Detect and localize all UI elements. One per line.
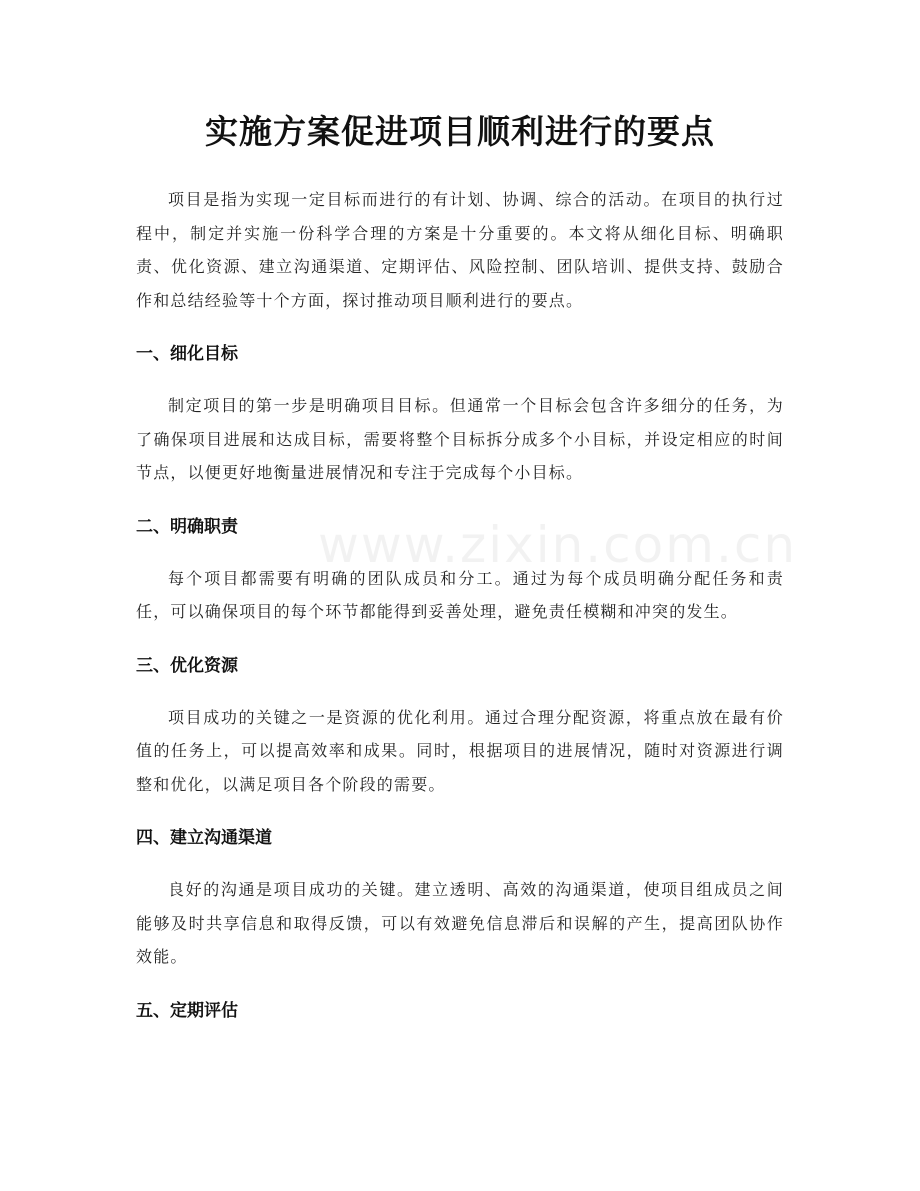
section-heading-5: 五、定期评估 [136, 1000, 238, 1021]
spacer [136, 974, 784, 996]
section-heading-1: 一、细化目标 [136, 344, 238, 364]
watermark: www.zixin.com.cn [318, 516, 798, 574]
spacer [136, 853, 784, 873]
section-heading-4: 四、建立沟通渠道 [136, 828, 272, 848]
spacer [136, 317, 784, 339]
spacer [136, 629, 784, 651]
intro-paragraph: 项目是指为实现一定目标而进行的有计划、协调、综合的活动。在项目的执行过程中，制定并实施一份科学合理的方案是十分重要的。本文将从细化目标、明确职责、优化资源、建立沟通渠道、定期评估、风险控制、团队培训、提供支持、鼓励合作和总结经验等十个方面，探讨推动项目顺利进行的要点。 [136, 190, 784, 310]
section-body-3: 项目成功的关键之一是资源的优化利用。通过合理分配资源，将重点放在最有价值的任务上，可以提高效率和成果。同时，根据项目的进展情况，随时对资源进行调整和优化，以满足项目各个阶段的需要。 [136, 707, 784, 794]
spacer [136, 801, 784, 823]
section-body-1: 制定项目的第一步是明确项目目标。但通常一个目标会包含许多细分的任务，为了确保项目进展和达成目标，需要将整个目标拆分成多个小目标，并设定相应的时间节点，以便更好地衡量进展情况和专注于完成每个小目标。 [136, 396, 784, 482]
document-title: 实施方案促进项目顺利进行的要点 [205, 112, 715, 151]
section-body-2: 每个项目都需要有明确的团队成员和分工。通过为每个成员明确分配任务和责任，可以确保项目的每个环节都能得到妥善处理，避免责任模糊和冲突的发生。 [136, 568, 784, 621]
spacer [136, 490, 784, 512]
section-body-4: 良好的沟通是项目成功的关键。建立透明、高效的沟通渠道，使项目组成员之间能够及时共享信息和取得反馈，可以有效避免信息滞后和误解的产生，提高团队协作效能。 [136, 880, 784, 966]
spacer [136, 681, 784, 701]
spacer [136, 369, 784, 389]
section-heading-3: 三、优化资源 [136, 655, 238, 676]
spacer [136, 542, 784, 562]
document-content [136, 183, 784, 1026]
section-heading-2: 二、明确职责 [136, 516, 238, 537]
